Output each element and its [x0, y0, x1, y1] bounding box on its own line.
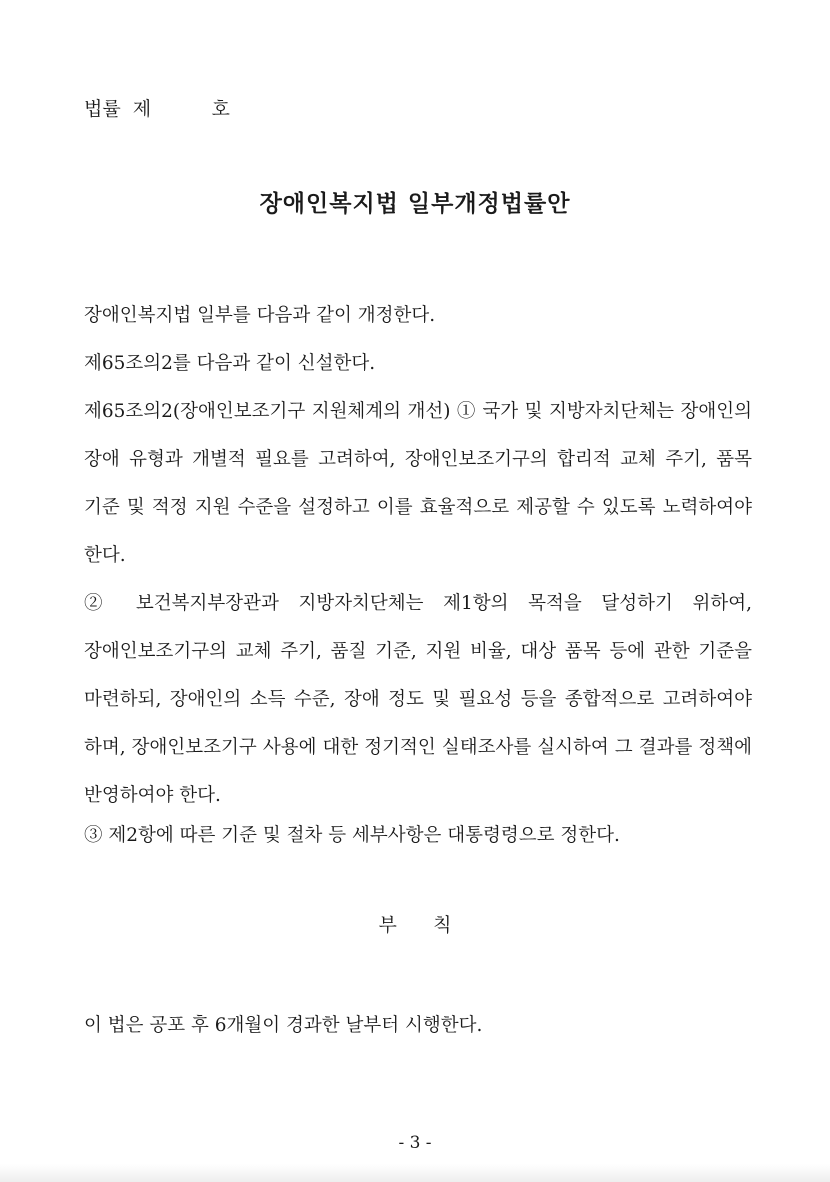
- law-number: 법률 제 호: [84, 98, 230, 120]
- article-paragraph-1: 제65조의2(장애인보조기구 지원체계의 개선) ① 국가 및 지방자치단체는 장애인의 장애 유형과 개별적 필요를 고려하여, 장애인보조기구의 합리적 교체 주기, 품목 기준 및 적정 지원 수준을 설정하고 이를 효율적으로 제공할 수 있도록 노력하여야 한다.: [84, 401, 752, 566]
- document-title: 장애인복지법 일부개정법률안: [259, 190, 571, 217]
- page-bottom-shadow: [0, 1164, 830, 1182]
- addenda-text: 이 법은 공포 후 6개월이 경과한 날부터 시행한다.: [84, 1015, 483, 1036]
- article-paragraph-3: ③ 제2항에 따른 기준 및 절차 등 세부사항은 대통령령으로 정한다.: [84, 825, 620, 846]
- addenda-title: 부 칙: [378, 914, 452, 936]
- article-intro: 제65조의2를 다음과 같이 신설한다.: [84, 353, 376, 374]
- article-paragraph-2: ② 보건복지부장관과 지방자치단체는 제1항의 목적을 달성하기 위하여, 장애인보조기구의 교체 주기, 품질 기준, 지원 비율, 대상 품목 등에 관한 기준을 마련하되, 장애인의 소득 수준, 장애 정도 및 필요성 등을 종합적으로 고려하여야 하며, 장애인보조기구 사용에 대한 정기적인 실태조사를 실시하여 그 결과를 정책에 반영하여야 한다.: [84, 593, 752, 806]
- amendment-intro: 장애인복지법 일부를 다음과 같이 개정한다.: [84, 305, 436, 326]
- page-number: - 3 -: [398, 1133, 432, 1153]
